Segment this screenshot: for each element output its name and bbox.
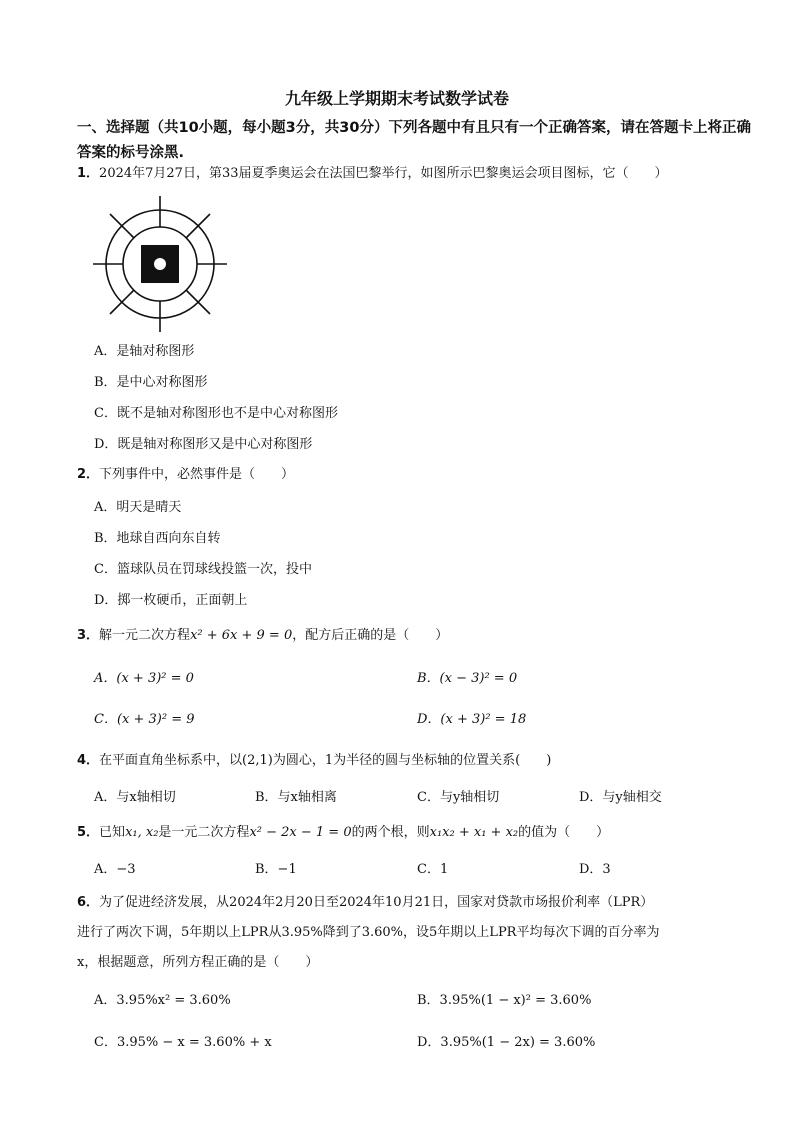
option-c: C．(x + 3)² = 9: [94, 712, 195, 727]
option-d: D．与y轴相交: [579, 790, 662, 805]
option-b: B．与x轴相离: [255, 790, 337, 805]
question-6: [77, 888, 767, 918]
question-stem: 下列事件中，必然事件是（ ）: [99, 467, 295, 482]
center-dot: [154, 258, 166, 270]
question-number: 5．: [77, 825, 100, 840]
question-stem: ，配方后正确的是（ ）: [292, 628, 449, 643]
option-b: B．−1: [255, 862, 297, 877]
question-3: [77, 621, 767, 651]
question-5: [77, 818, 767, 848]
question-1: [77, 159, 767, 189]
option-b: B．是中心对称图形: [94, 375, 208, 390]
question-stem: 为了促进经济发展，从2024年2月20日至2024年10月21日，国家对贷款市场报价利率（LPR）: [99, 895, 654, 910]
question-6-line-3: x，根据题意，所列方程正确的是（ ）: [77, 955, 319, 970]
question-number: 6．: [77, 895, 100, 910]
option-d: D．3: [579, 862, 611, 877]
option-c: C．篮球队员在罚球线投篮一次，投中: [94, 562, 312, 577]
option-a: A．−3: [94, 862, 136, 877]
question-stem: 2024年7月27日，第33届夏季奥运会在法国巴黎举行，如图所示巴黎奥运会项目图标，它（ ）: [99, 166, 668, 181]
olympic-target-icon: [93, 196, 229, 332]
option-c: C．1: [417, 862, 449, 877]
option-a: A．与x轴相切: [94, 790, 176, 805]
expression: x₁x₂ + x₁ + x₂: [429, 825, 519, 840]
option-b: B．地球自西向东自转: [94, 531, 221, 546]
option-c: C．3.95% − x = 3.60% + x: [94, 1035, 272, 1050]
option-a: A．明天是晴天: [94, 500, 182, 515]
question-number: 2．: [77, 467, 100, 482]
option-d: D．既是轴对称图形又是中心对称图形: [94, 437, 313, 452]
question-stem: 解一元二次方程: [99, 628, 191, 643]
question-6-line-2: 进行了两次下调，5年期以上LPR从3.95%降到了3.60%，设5年期以上LPR平均每次下调的百分率为: [77, 925, 660, 940]
roots: x₁, x₂: [125, 825, 159, 840]
option-a: A．是轴对称图形: [94, 344, 195, 359]
question-stem: 是一元二次方程: [158, 825, 250, 840]
question-number: 4．: [77, 753, 100, 768]
option-d: D．3.95%(1 − 2x) = 3.60%: [417, 1035, 596, 1050]
option-b: B．(x − 3)² = 0: [417, 671, 518, 686]
option-a: A．(x + 3)² = 0: [94, 671, 194, 686]
question-4: [77, 746, 767, 776]
question-stem: 的值为（ ）: [518, 825, 610, 840]
option-a: A．3.95%x² = 3.60%: [94, 993, 231, 1008]
question-number: 1．: [77, 166, 100, 181]
question-number: 3．: [77, 628, 100, 643]
question-stem: 在平面直角坐标系中，以(2,1)为圆心，1为半径的圆与坐标轴的位置关系( ): [99, 753, 552, 768]
equation: x² − 2x − 1 = 0: [249, 825, 352, 840]
page-title: 九年级上学期期末考试数学试卷: [284, 89, 509, 108]
equation: x² + 6x + 9 = 0: [190, 628, 293, 643]
option-d: D．(x + 3)² = 18: [417, 712, 527, 727]
option-c: C．既不是轴对称图形也不是中心对称图形: [94, 406, 338, 421]
option-b: B．3.95%(1 − x)² = 3.60%: [417, 993, 592, 1008]
option-c: C．与y轴相切: [417, 790, 500, 805]
section-heading: 一、选择题（共10小题，每小题3分，共30分）下列各题中有且只有一个正确答案，请在答题卡上将正确答案的标号涂黑.: [77, 120, 751, 161]
option-d: D．掷一枚硬币，正面朝上: [94, 593, 248, 608]
question-2: [77, 460, 767, 490]
question-stem: 的两个根，则: [351, 825, 430, 840]
question-stem: 已知: [99, 825, 126, 840]
